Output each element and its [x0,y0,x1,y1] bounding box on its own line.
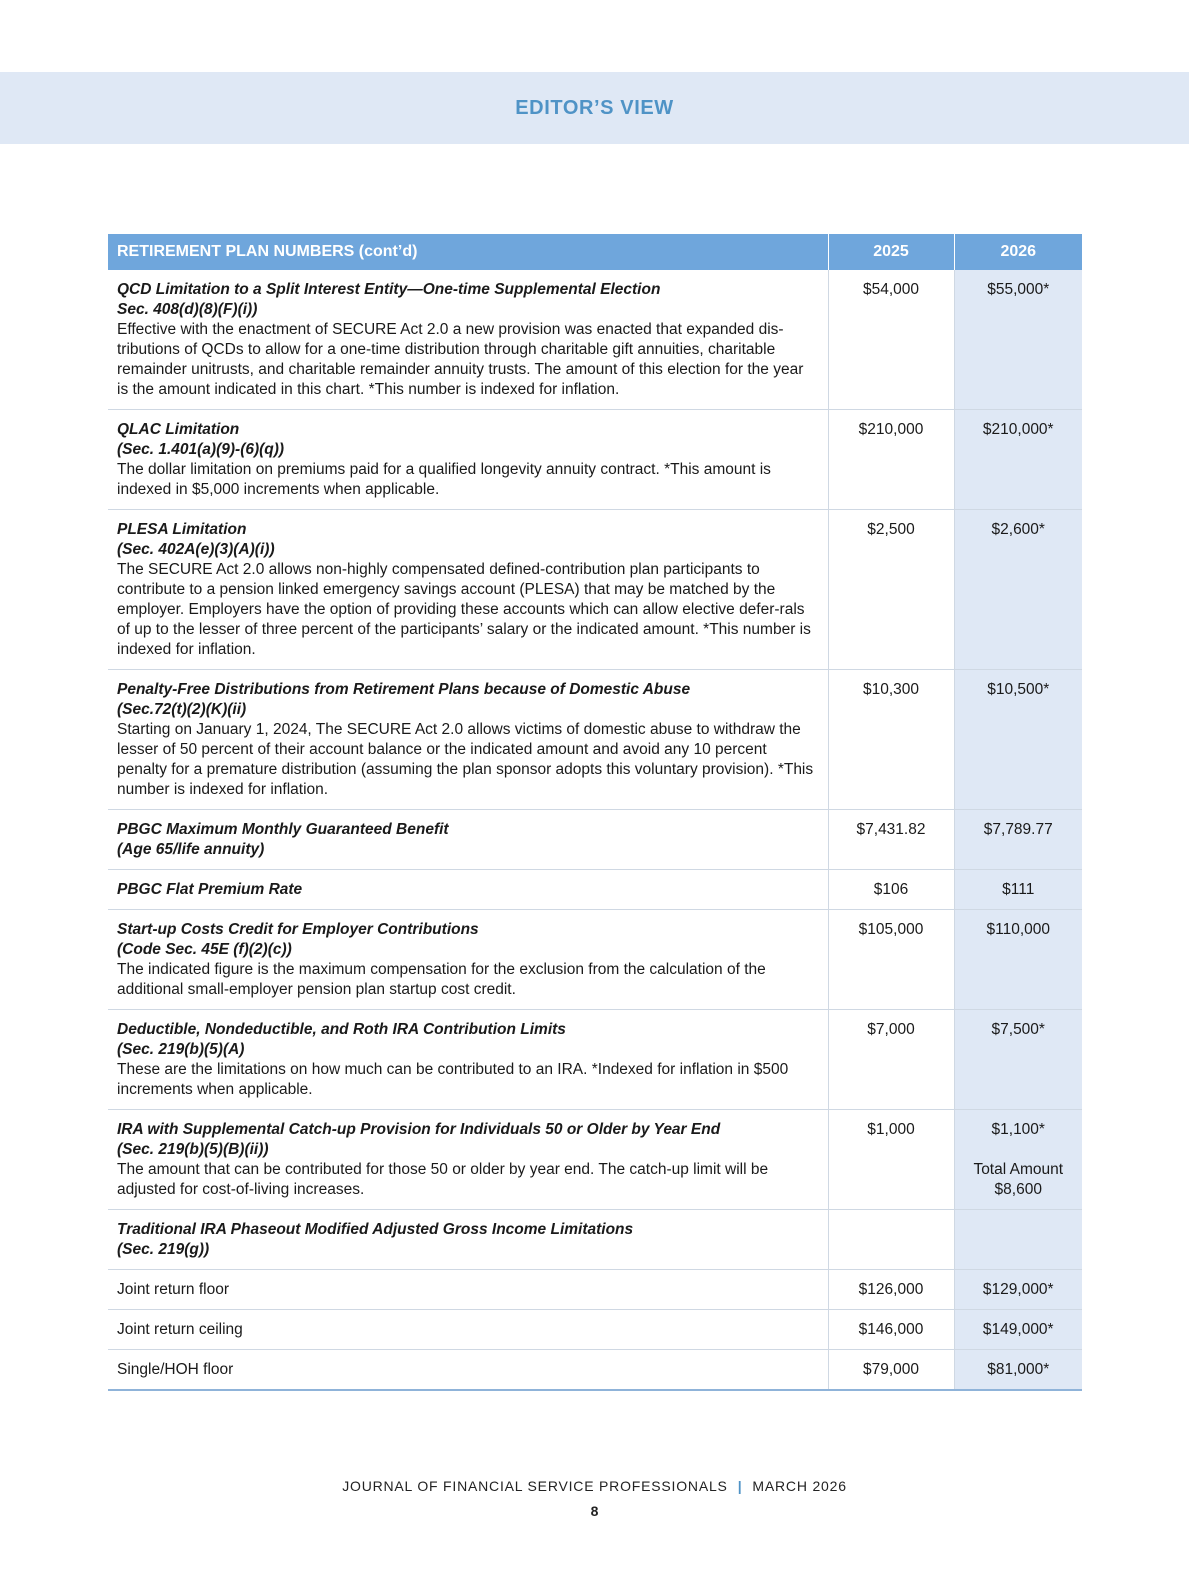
row-code: (Code Sec. 45E (f)(2)(c)) [117,941,292,958]
row-title: IRA with Supplemental Catch-up Provision for Individuals 50 or Older by Year End [117,1121,721,1138]
row-code: (Sec. 219(b)(5)(A) [117,1041,245,1058]
value-2025: $10,300 [828,670,954,810]
value-2026 [954,1210,1082,1270]
table-row [108,510,1082,670]
value-2026: $7,789.77 [954,810,1082,870]
table-row [108,1350,1082,1391]
row-code: (Sec. 219(b)(5)(B)(ii)) [117,1141,269,1158]
value-2026: $1,100* [991,1121,1045,1138]
value-2026: $55,000* [954,270,1082,410]
row-title: PBGC Maximum Monthly Guaranteed Benefit [117,821,449,838]
value-2026: $2,600* [954,510,1082,670]
row-description [108,1210,828,1270]
header-year-2025: 2025 [828,234,954,270]
row-body: Effective with the enactment of SECURE Act 2.0 a new provision was enacted that expanded dis-tributions of QCDs to allow for a one-time distribution through charitable gift annuities, charitable remainder unitrusts, and charitable remainder annuity trusts. The amount of this election for the year is the amount indicated in this chart. *This number is indexed for inflation. [117,321,804,398]
row-title: Penalty-Free Distributions from Retirement Plans because of Domestic Abuse [117,681,691,698]
row-description [108,510,828,670]
value-2025: $79,000 [828,1350,954,1391]
section-banner [0,72,1189,144]
value-2026: $7,500* [954,1010,1082,1110]
row-code: (Age 65/life annuity) [117,841,265,858]
row-label: Single/HOH floor [108,1350,828,1391]
row-description [108,810,828,870]
row-title: QLAC Limitation [117,421,240,438]
row-description [108,1010,828,1110]
row-title: Deductible, Nondeductible, and Roth IRA Contribution Limits [117,1021,566,1038]
value-2026: $10,500* [954,670,1082,810]
value-2025: $126,000 [828,1270,954,1310]
value-2026: $129,000* [954,1270,1082,1310]
row-code: Sec. 408(d)(8)(F)(i)) [117,301,258,318]
value-2025: $2,500 [828,510,954,670]
row-description [108,1110,828,1210]
row-body: The SECURE Act 2.0 allows non-highly compensated defined-contribution plan participants to contribute to a pension linked emergency savings account (PLESA) that may be matched by the employer. Employers have the option of providing these accounts which can allow elective defer-rals of up to the lesser of three percent of the participants’ salary or the indicated amount. *This number is indexed for inflation. [117,561,811,658]
row-title: Traditional IRA Phaseout Modified Adjusted Gross Income Limitations [117,1221,634,1238]
value-2025: $1,000 [828,1110,954,1210]
value-2025: $105,000 [828,910,954,1010]
page-footer [0,1478,1189,1494]
row-body: These are the limitations on how much can be contributed to an IRA. *Indexed for inflation in $500 increments when applicable. [117,1061,789,1098]
table-row [108,1210,1082,1270]
table-row [108,1270,1082,1310]
row-body: The dollar limitation on premiums paid for a qualified longevity annuity contract. *This amount is indexed in $5,000 increments when applicable. [117,461,771,498]
table-row [108,670,1082,810]
row-code: (Sec. 402A(e)(3)(A)(i)) [117,541,275,558]
row-code: (Sec. 1.401(a)(9)-(6)(q)) [117,441,285,458]
value-2025: $7,000 [828,1010,954,1110]
table-row [108,870,1082,910]
table-header-row [108,234,1082,270]
value-2025: $106 [828,870,954,910]
row-code: (Sec. 219(g)) [117,1241,210,1258]
value-2025: $7,431.82 [828,810,954,870]
row-body: The indicated figure is the maximum compensation for the exclusion from the calculation of the additional small-employer pension plan startup cost credit. [117,961,766,998]
row-label: Joint return floor [108,1270,828,1310]
value-2025: $54,000 [828,270,954,410]
table-row [108,910,1082,1010]
table-row [108,270,1082,410]
issue-date: MARCH 2026 [752,1478,847,1494]
value-2026: $110,000 [954,910,1082,1010]
retirement-plan-table [108,234,1082,1391]
row-body: Starting on January 1, 2024, The SECURE Act 2.0 allows victims of domestic abuse to withdraw the lesser of 50 percent of their account balance or the indicated amount and avoid any 10 percent penalty for a premature distribution (assuming the plan sponsor adopts this voluntary provision). *This number is indexed for inflation. [117,721,814,798]
header-title: RETIREMENT PLAN NUMBERS (cont’d) [108,234,828,270]
row-code: (Sec.72(t)(2)(K)(ii) [117,701,247,718]
row-title: PBGC Flat Premium Rate [117,881,303,898]
row-label: Joint return ceiling [108,1310,828,1350]
table-row [108,1110,1082,1210]
footer-separator: | [737,1478,743,1494]
row-description [108,410,828,510]
total-amount-label: Total Amount [973,1161,1064,1178]
banner-title: EDITOR’S VIEW [515,96,674,119]
table-row [108,1010,1082,1110]
row-title: Start-up Costs Credit for Employer Contributions [117,921,479,938]
value-2026: $81,000* [954,1350,1082,1391]
header-year-2026: 2026 [954,234,1082,270]
value-2026-cell [954,1110,1082,1210]
page-number: 8 [590,1503,599,1519]
row-title: PLESA Limitation [117,521,247,538]
cell-spacer [959,1140,1079,1160]
row-title: QCD Limitation to a Split Interest Entity—One-time Supplemental Election [117,281,661,298]
value-2026: $149,000* [954,1310,1082,1350]
value-2025: $210,000 [828,410,954,510]
value-2026: $210,000* [954,410,1082,510]
table-row [108,410,1082,510]
value-2025: $146,000 [828,1310,954,1350]
row-description [108,910,828,1010]
table-row [108,1310,1082,1350]
row-description [108,670,828,810]
row-body: The amount that can be contributed for those 50 or older by year end. The catch-up limit will be adjusted for cost-of-living increases. [117,1161,769,1198]
table-row [108,810,1082,870]
total-amount-value: $8,600 [994,1181,1042,1198]
row-description [108,270,828,410]
row-description [108,870,828,910]
value-2025 [828,1210,954,1270]
journal-name: JOURNAL OF FINANCIAL SERVICE PROFESSIONALS [342,1478,728,1494]
value-2026: $111 [954,870,1082,910]
